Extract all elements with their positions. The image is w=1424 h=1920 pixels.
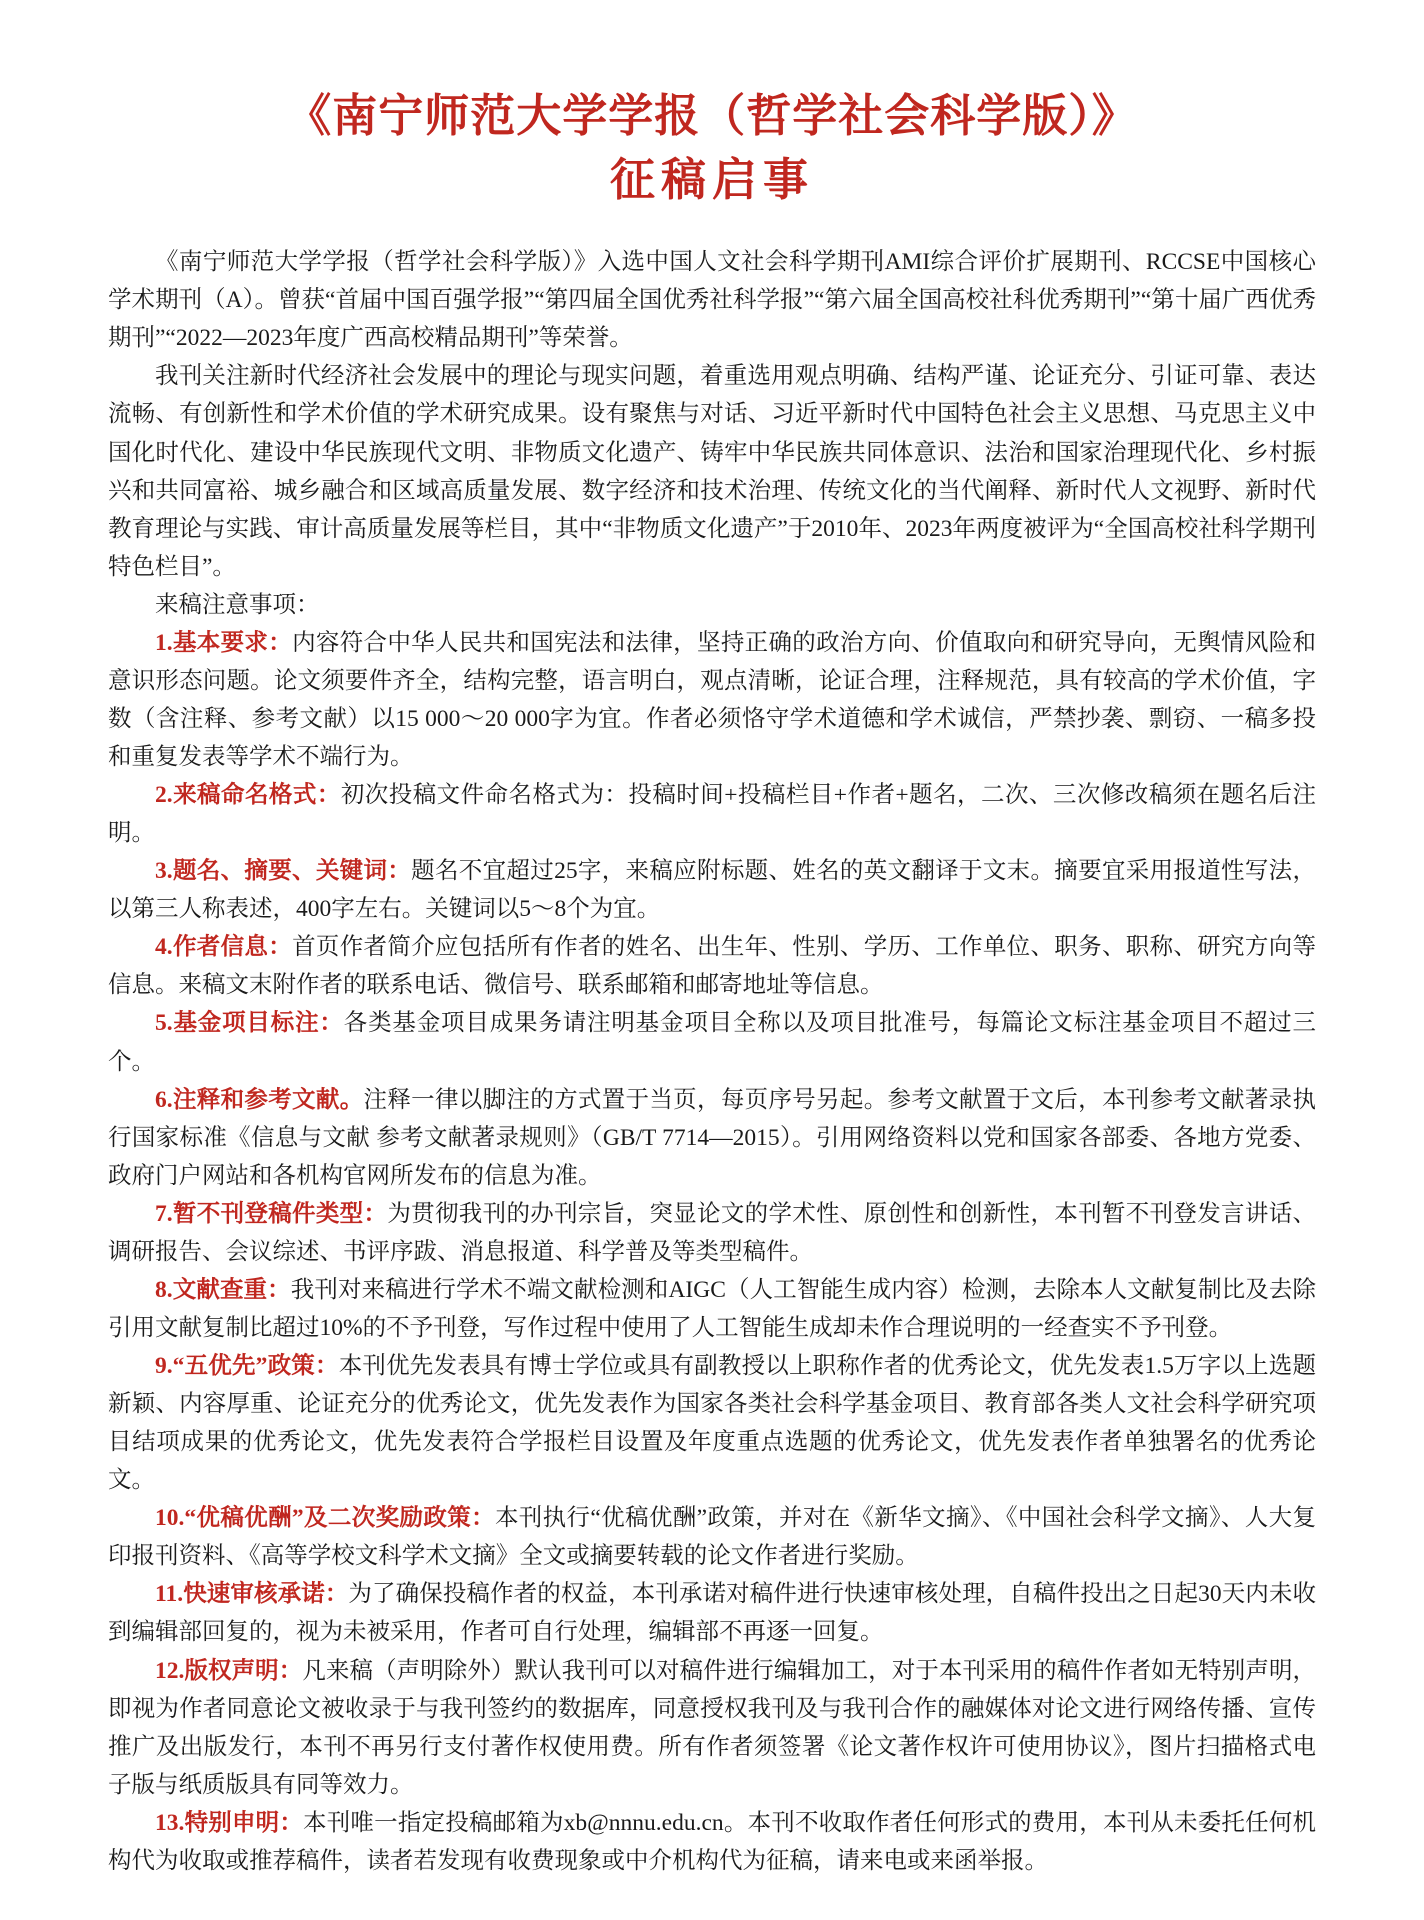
list-item-11-number: 11.	[155, 1581, 184, 1608]
list-item-4-label: 作者信息	[172, 934, 269, 961]
list-item-8	[108, 1271, 1316, 1347]
paragraph-intro-1: 《南宁师范大学学报（哲学社会科学版）》入选中国人文社会科学期刊AMI综合评价扩展期刊、RCCSE中国核心学术期刊（A）。曾获“首届中国百强学报”“第四届全国优秀社科学报”“第六届全国高校社科优秀期刊”“第十届广西优秀期刊”“2022—2023年度广西高校精品期刊”等荣誉。	[108, 249, 1316, 352]
list-item-6-label: 注释和参考文献	[172, 1086, 340, 1113]
list-item-8-label: 文献查重	[172, 1276, 268, 1303]
list-item-9-text: 本刊优先发表具有博士学位或具有副教授以上职称作者的优秀论文，优先发表1.5万字以上选题新颖、内容厚重、论证充分的优秀论文，优先发表作为国家各类社会科学基金项目、教育部各类人文社会科学研究项目结项成果的优秀论文，优先发表符合学报栏目设置及年度重点选题的优秀论文，优先发表作者单独署名的优秀论文。	[108, 1353, 1317, 1494]
page-subtitle: 征稿启事	[609, 154, 814, 205]
list-item-12-number: 12.	[155, 1657, 185, 1684]
list-item-6-text: 注释一律以脚注的方式置于当页，每页序号另起。参考文献置于文后，本刊参考文献著录执行国家标准《信息与文献 参考文献著录规则》（GB/T 7714—2015）。引用网络资料以党和国家各部委、各地方党委、政府门户网站和各机构官网所发布的信息为准。	[108, 1086, 1317, 1189]
list-item-4	[108, 928, 1316, 1004]
list-item-7-separator: ：	[363, 1200, 388, 1227]
list-item-4-text: 首页作者简介应包括所有作者的姓名、出生年、性别、学历、工作单位、职务、职称、研究方向等信息。来稿文末附作者的联系电话、微信号、联系邮箱和邮寄地址等信息。	[108, 934, 1317, 999]
list-item-7-text: 为贯彻我刊的办刊宗旨，突显论文的学术性、原创性和创新性，本刊暂不刊登发言讲话、调研报告、会议综述、书评序跋、消息报道、科学普及等类型稿件。	[108, 1200, 1317, 1265]
list-item-3-number: 3.	[155, 858, 173, 885]
list-item-5	[108, 1004, 1316, 1080]
paragraph-notice-lead: 来稿注意事项：	[155, 591, 320, 618]
list-item-12	[108, 1652, 1316, 1804]
list-item-11-separator: ：	[324, 1581, 349, 1608]
list-item-10-number: 10.	[155, 1505, 185, 1532]
list-item-13-number: 13.	[155, 1809, 185, 1836]
list-item-12-text: 凡来稿（声明除外）默认我刊可以对稿件进行编辑加工，对于本刊采用的稿件作者如无特别声明，即视为作者同意论文被收录于与我刊签约的数据库，同意授权我刊及与我刊合作的融媒体对论文进行网络传播、宣传推广及出版发行，本刊不再另行支付著作权使用费。所有作者须签署《论文著作权许可使用协议》，图片扫描格式电子版与纸质版具有同等效力。	[108, 1657, 1317, 1798]
list-item-3-text: 题名不宜超过25字，来稿应附标题、姓名的英文翻译于文末。摘要宜采用报道性写法，以第三人称表述，400字左右。关键词以5～8个为宜。	[108, 858, 1317, 923]
list-item-13-label: 特别申明	[184, 1809, 280, 1836]
list-item-3	[108, 852, 1316, 928]
list-item-5-label: 基金项目标注	[172, 1010, 320, 1037]
list-item-9-label: “五优先”政策	[172, 1353, 316, 1379]
list-item-11-text: 为了确保投稿作者的权益，本刊承诺对稿件进行快速审核处理，自稿件投出之日起30天内未收到编辑部回复的，视为未被采用，作者可自行处理，编辑部不再逐一回复。	[108, 1581, 1317, 1646]
list-item-6-number: 6.	[155, 1086, 173, 1113]
list-item-12-label: 版权声明	[184, 1657, 279, 1684]
list-item-9	[108, 1347, 1316, 1499]
list-item-7	[108, 1195, 1316, 1271]
list-item-10	[108, 1499, 1316, 1575]
list-item-12-separator: ：	[278, 1657, 303, 1684]
list-item-9-separator: ：	[315, 1353, 339, 1379]
list-item-2-separator: ：	[316, 782, 341, 809]
list-item-10-text: 本刊执行“优稿优酬”政策，并对在《新华文摘》、《中国社会科学文摘》、人大复印报刊资料、《高等学校文科学术文摘》全文或摘要转载的论文作者进行奖励。	[108, 1505, 1317, 1570]
document-body	[108, 243, 1316, 1880]
list-item-2	[108, 776, 1316, 852]
paragraph-intro-2: 我刊关注新时代经济社会发展中的理论与现实问题，着重选用观点明确、结构严谨、论证充分、引证可靠、表达流畅、有创新性和学术价值的学术研究成果。设有聚焦与对话、习近平新时代中国特色社会主义思想、马克思主义中国化时代化、建设中华民族现代文明、非物质文化遗产、铸牢中华民族共同体意识、法治和国家治理现代化、乡村振兴和共同富裕、城乡融合和区域高质量发展、数字经济和技术治理、传统文化的当代阐释、新时代人文视野、新时代教育理论与实践、审计高质量发展等栏目，其中“非物质文化遗产”于2010年、2023年两度被评为“全国高校社科学期刊特色栏目”。	[108, 363, 1316, 580]
list-item-5-text: 各类基金项目成果务请注明基金项目全称以及项目批准号，每篇论文标注基金项目不超过三个。	[108, 1010, 1317, 1075]
list-item-1-number: 1.	[155, 629, 173, 656]
list-item-5-separator: ：	[319, 1010, 344, 1037]
list-item-8-text: 我刊对来稿进行学术不端文献检测和AIGC（人工智能生成内容）检测，去除本人文献复制比及去除引用文献复制比超过10%的不予刊登，写作过程中使用了人工智能生成却未作合理说明的一经查实不予刊登。	[108, 1276, 1316, 1341]
list-item-7-number: 7.	[155, 1200, 173, 1227]
list-item-6-separator: 。	[339, 1086, 364, 1113]
list-item-5-number: 5.	[155, 1010, 173, 1037]
list-item-2-number: 2.	[155, 782, 173, 809]
list-item-11-label: 快速审核承诺	[183, 1581, 325, 1608]
document-title-block	[108, 88, 1316, 209]
list-item-13-text: 本刊唯一指定投稿邮箱为xb@nnnu.edu.cn。本刊不收取作者任何形式的费用，本刊从未委托任何机构代为收取或推荐稿件，读者若发现有收费现象或中介机构代为征稿，请来电或来函举报。	[108, 1809, 1316, 1874]
list-item-2-text: 初次投稿文件命名格式为：投稿时间+投稿栏目+作者+题名，二次、三次修改稿须在题名后注明。	[108, 782, 1317, 847]
list-item-9-number: 9.	[155, 1353, 173, 1379]
list-item-3-separator: ：	[387, 858, 412, 885]
list-item-11	[108, 1575, 1316, 1651]
list-item-2-label: 来稿命名格式	[172, 782, 317, 809]
list-item-6	[108, 1081, 1316, 1195]
list-item-13-separator: ：	[279, 1809, 304, 1836]
list-item-4-separator: ：	[268, 934, 293, 961]
list-item-3-label: 题名、摘要、关键词	[172, 858, 388, 885]
list-item-7-label: 暂不刊登稿件类型	[172, 1200, 364, 1227]
list-item-8-number: 8.	[155, 1276, 173, 1303]
list-item-1-text: 内容符合中华人民共和国宪法和法律，坚持正确的政治方向、价值取向和研究导向，无舆情风险和意识形态问题。论文须要件齐全，结构完整，语言明白，观点清晰，论证合理，注释规范，具有较高的学术价值，字数（含注释、参考文献）以15 000～20 000字为宜。作者必须恪守学术道德和学术诚信，严禁抄袭、剽窃、一稿多投和重复发表等学术不端行为。	[108, 629, 1317, 770]
list-item-10-label: “优稿优酬”及二次奖励政策	[184, 1505, 472, 1532]
list-item-10-separator: ：	[471, 1505, 495, 1532]
list-item-1-separator: ：	[268, 629, 293, 656]
list-item-4-number: 4.	[155, 934, 173, 961]
page-title: 《南宁师范大学学报（哲学社会科学版）》	[286, 91, 1138, 141]
list-item-8-separator: ：	[267, 1276, 291, 1303]
list-item-1	[108, 624, 1316, 776]
list-item-13	[108, 1804, 1316, 1880]
list-item-1-label: 基本要求	[172, 629, 269, 656]
